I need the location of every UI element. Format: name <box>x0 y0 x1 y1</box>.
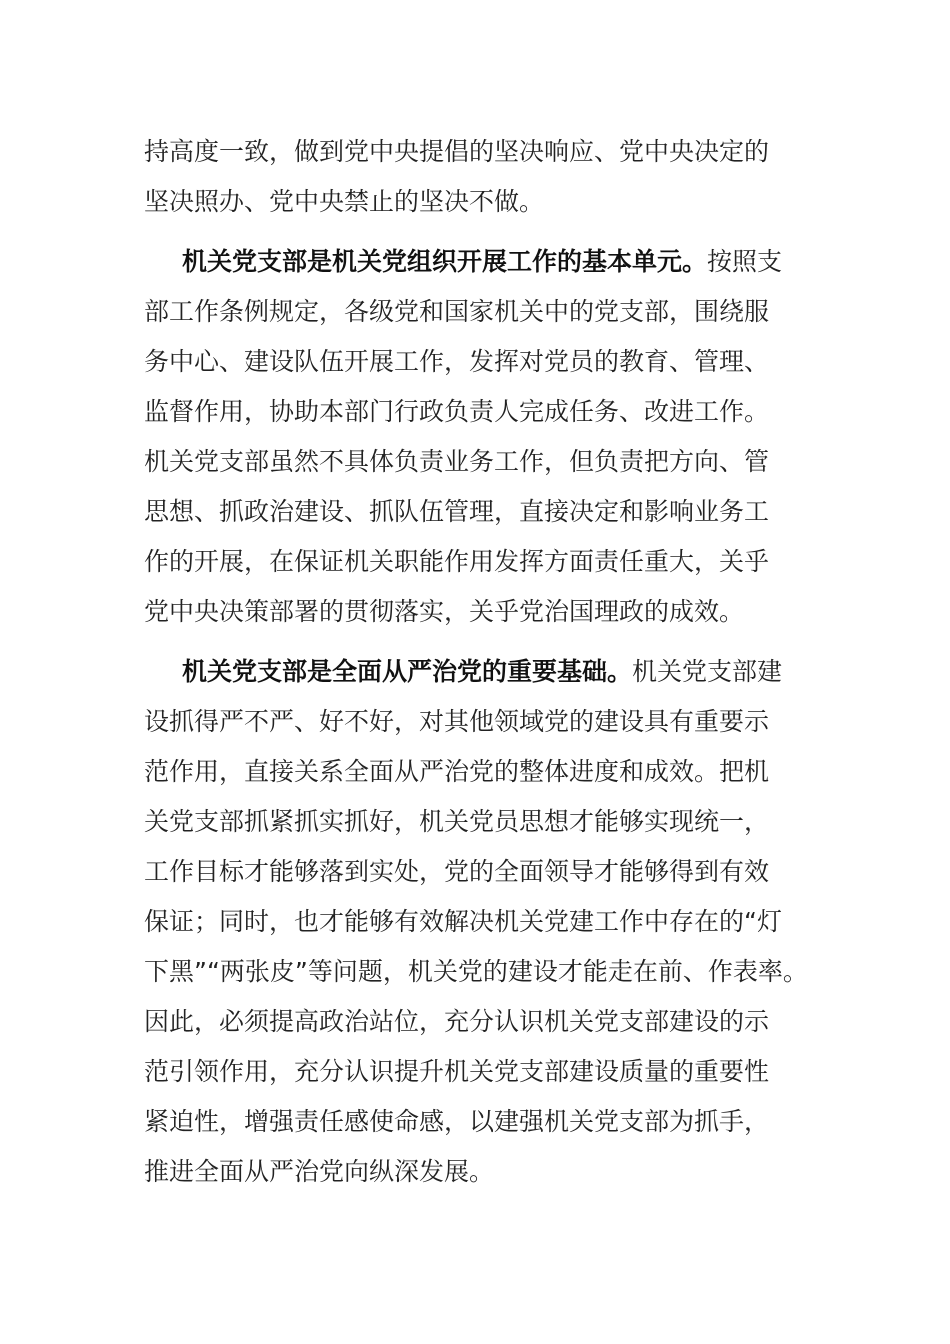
text-line: 监督作用，协助本部门行政负责人完成任务、改进工作。 <box>144 397 770 426</box>
text-run: 按照支 <box>707 247 783 276</box>
text-run: 机关党支部建 <box>632 657 783 686</box>
paragraph-first-line <box>144 237 808 287</box>
text-line: 作的开展，在保证机关职能作用发挥方面责任重大，关乎 <box>144 547 770 576</box>
text-line: 紧迫性，增强责任感使命感，以建强机关党支部为抓手， <box>144 1107 770 1136</box>
text-line: 因此，必须提高政治站位，充分认识机关党支部建设的示 <box>144 1007 770 1036</box>
text-line: 坚决照办、党中央禁止的坚决不做。 <box>144 187 545 216</box>
text-line: 推进全面从严治党向纵深发展。 <box>144 1157 495 1186</box>
text-line: 务中心、建设队伍开展工作，发挥对党员的教育、管理、 <box>144 347 770 376</box>
text-line: 范引领作用，充分认识提升机关党支部建设质量的重要性 <box>144 1057 770 1086</box>
document-body <box>144 127 808 1197</box>
text-line: 范作用，直接关系全面从严治党的整体进度和成效。把机 <box>144 757 770 786</box>
text-line: 持高度一致，做到党中央提倡的坚决响应、党中央决定的 <box>144 137 770 166</box>
text-line: 思想、抓政治建设、抓队伍管理，直接决定和影响业务工 <box>144 497 770 526</box>
text-line: 关党支部抓紧抓实抓好，机关党员思想才能够实现统一， <box>144 807 770 836</box>
text-line: 下黑”“两张皮”等问题，机关党的建设才能走在前、作表率。 <box>144 957 808 986</box>
paragraph-2 <box>144 237 808 637</box>
paragraph-heading: 机关党支部是全面从严治党的重要基础。 <box>182 657 633 686</box>
paragraph-1 <box>144 127 808 227</box>
text-line: 保证；同时，也才能够有效解决机关党建工作中存在的“灯 <box>144 907 782 936</box>
text-line: 部工作条例规定，各级党和国家机关中的党支部，围绕服 <box>144 297 770 326</box>
text-line: 机关党支部虽然不具体负责业务工作，但负责把方向、管 <box>144 447 770 476</box>
paragraph-3 <box>144 647 808 1197</box>
text-line: 工作目标才能够落到实处，党的全面领导才能够得到有效 <box>144 857 770 886</box>
text-line: 设抓得严不严、好不好，对其他领域党的建设具有重要示 <box>144 707 770 736</box>
paragraph-first-line <box>144 647 808 697</box>
paragraph-heading: 机关党支部是机关党组织开展工作的基本单元。 <box>182 247 708 276</box>
text-line: 党中央决策部署的贯彻落实，关乎党治国理政的成效。 <box>144 597 745 626</box>
